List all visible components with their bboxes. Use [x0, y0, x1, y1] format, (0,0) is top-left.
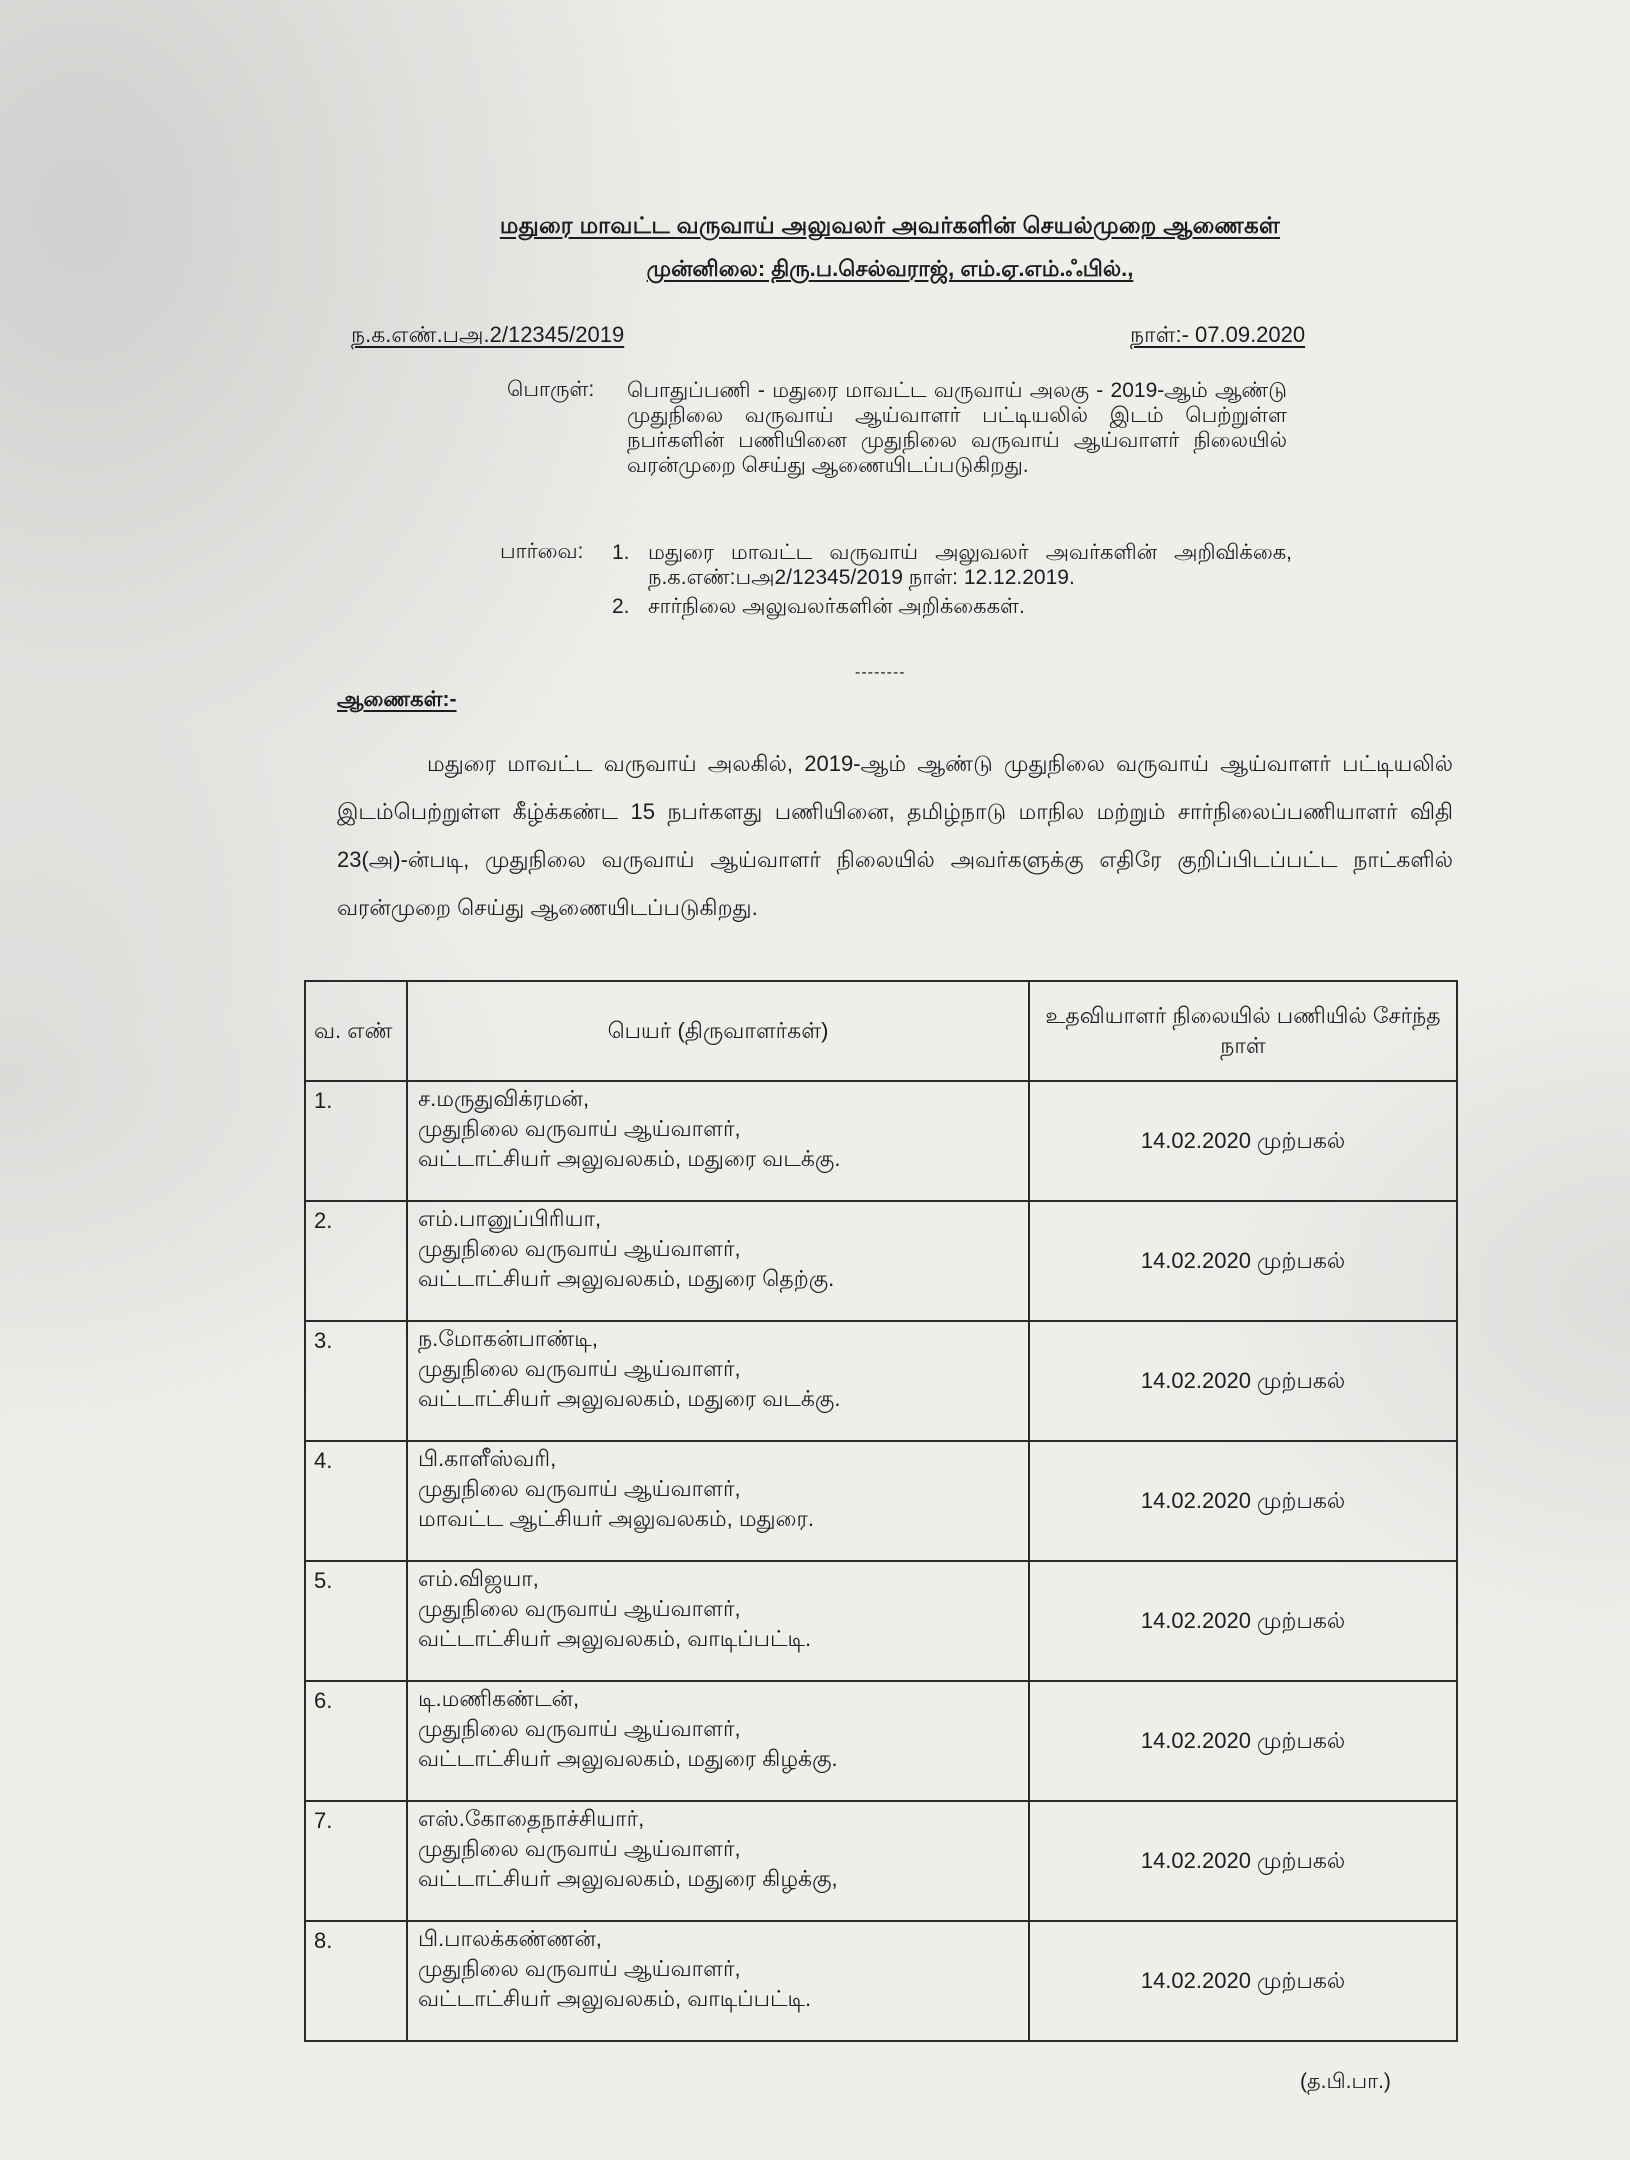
presence-line: முன்னிலை: திரு.ப.செல்வராஜ், எம்.ஏ.எம்.ஃபில்., — [646, 256, 1134, 281]
reference-number: 2. — [612, 595, 630, 618]
reference-number: ந.க.எண்.பஅ.2/12345/2019 — [351, 322, 625, 347]
subject-text: பொதுப்பணி - மதுரை மாவட்ட வருவாய் அலகு - 2019-ஆம் ஆண்டு முதுநிலை வருவாய் ஆய்வாளர் பட்டியலில் இடம் பெற்றுள்ள நபர்களின் பணியினை முதுநிலை வருவாய் ஆய்வாளர் நிலையில் வரன்முறை செய்து ஆணையிடப்படுகிறது. — [627, 379, 1287, 477]
reference-text: சார்நிலை அலுவலர்களின் அறிக்கைகள். — [648, 595, 1025, 618]
person-name: எம்.பானுப்பிரியா, — [418, 1206, 602, 1231]
serial-number: 8. — [305, 1921, 407, 2041]
join-date: 14.02.2020 முற்பகல் — [1029, 1921, 1457, 2041]
person-cell — [407, 1441, 1029, 1561]
table-row — [305, 1441, 1457, 1561]
join-date: 14.02.2020 முற்பகல் — [1029, 1681, 1457, 1801]
subject-label: பொருள்: — [507, 378, 595, 401]
separator: -------- — [855, 664, 906, 681]
person-name: பி.பாலக்கண்ணன், — [418, 1926, 602, 1951]
person-office: மாவட்ட ஆட்சியர் அலுவலகம், மதுரை. — [418, 1506, 814, 1531]
person-designation: முதுநிலை வருவாய் ஆய்வாளர், — [418, 1356, 741, 1381]
person-cell — [407, 1321, 1029, 1441]
person-designation: முதுநிலை வருவாய் ஆய்வாளர், — [418, 1236, 741, 1261]
reference-number: 1. — [612, 541, 630, 564]
table-row — [305, 1561, 1457, 1681]
serial-number: 1. — [305, 1081, 407, 1201]
reference-text: மதுரை மாவட்ட வருவாய் அலுவலர் அவர்களின் அறிவிக்கை, ந.க.எண்:பஅ2/12345/2019 நாள்: 12.12.2019. — [648, 541, 1292, 589]
person-office: வட்டாட்சியர் அலுவலகம், வாடிப்பட்டி. — [418, 1626, 812, 1651]
person-office: வட்டாட்சியர் அலுவலகம், மதுரை வடக்கு. — [418, 1386, 841, 1411]
please-turn-over: (த.பி.பா.) — [1300, 2070, 1391, 2093]
person-name: டி.மணிகண்டன், — [418, 1686, 580, 1711]
person-name: ந.மோகன்பாண்டி, — [418, 1326, 598, 1351]
serial-number: 2. — [305, 1201, 407, 1321]
appointments-table — [304, 980, 1458, 2042]
join-date: 14.02.2020 முற்பகல் — [1029, 1441, 1457, 1561]
serial-number: 4. — [305, 1441, 407, 1561]
person-cell — [407, 1921, 1029, 2041]
person-designation: முதுநிலை வருவாய் ஆய்வாளர், — [418, 1836, 741, 1861]
person-cell — [407, 1801, 1029, 1921]
table-row — [305, 1321, 1457, 1441]
serial-number: 7. — [305, 1801, 407, 1921]
table-row — [305, 1201, 1457, 1321]
table-row — [305, 1801, 1457, 1921]
join-date: 14.02.2020 முற்பகல் — [1029, 1801, 1457, 1921]
orders-heading: ஆணைகள்:- — [337, 688, 457, 711]
person-cell — [407, 1081, 1029, 1201]
person-office: வட்டாட்சியர் அலுவலகம், மதுரை தெற்கு. — [418, 1266, 835, 1291]
person-name: ச.மருதுவிக்ரமன், — [418, 1086, 590, 1111]
person-office: வட்டாட்சியர் அலுவலகம், வாடிப்பட்டி. — [418, 1986, 812, 2011]
person-office: வட்டாட்சியர் அலுவலகம், மதுரை கிழக்கு, — [418, 1866, 838, 1891]
person-office: வட்டாட்சியர் அலுவலகம், மதுரை கிழக்கு. — [418, 1746, 838, 1771]
serial-number: 3. — [305, 1321, 407, 1441]
person-designation: முதுநிலை வருவாய் ஆய்வாளர், — [418, 1476, 741, 1501]
table-row — [305, 1681, 1457, 1801]
join-date: 14.02.2020 முற்பகல் — [1029, 1321, 1457, 1441]
header-join-date: உதவியாளர் நிலையில் பணியில் சேர்ந்த நாள் — [1029, 981, 1457, 1081]
references-label: பார்வை: — [500, 540, 584, 563]
join-date: 14.02.2020 முற்பகல் — [1029, 1081, 1457, 1201]
person-name: எம்.விஜயா, — [418, 1566, 539, 1591]
table-header-row — [305, 981, 1457, 1081]
join-date: 14.02.2020 முற்பகல் — [1029, 1561, 1457, 1681]
person-cell — [407, 1681, 1029, 1801]
person-name: பி.காளீஸ்வரி, — [418, 1446, 557, 1471]
reference-item — [612, 594, 1292, 619]
person-cell — [407, 1561, 1029, 1681]
person-name: எஸ்.கோதைநாச்சியார், — [418, 1806, 645, 1831]
join-date: 14.02.2020 முற்பகல் — [1029, 1201, 1457, 1321]
person-designation: முதுநிலை வருவாய் ஆய்வாளர், — [418, 1716, 741, 1741]
person-designation: முதுநிலை வருவாய் ஆய்வாளர், — [418, 1596, 741, 1621]
table-row — [305, 1921, 1457, 2041]
person-designation: முதுநிலை வருவாய் ஆய்வாளர், — [418, 1956, 741, 1981]
order-date: நாள்:- 07.09.2020 — [1130, 322, 1306, 347]
person-cell — [407, 1201, 1029, 1321]
person-designation: முதுநிலை வருவாய் ஆய்வாளர், — [418, 1116, 741, 1141]
references-list — [612, 540, 1292, 623]
header-name: பெயர் (திருவாளர்கள்) — [407, 981, 1029, 1081]
person-office: வட்டாட்சியர் அலுவலகம், மதுரை வடக்கு. — [418, 1146, 841, 1171]
table-row — [305, 1081, 1457, 1201]
document-title: மதுரை மாவட்ட வருவாய் அலுவலர் அவர்களின் செயல்முறை ஆணைகள் — [499, 212, 1281, 238]
serial-number: 5. — [305, 1561, 407, 1681]
header-serial: வ. எண் — [305, 981, 407, 1081]
serial-number: 6. — [305, 1681, 407, 1801]
reference-item — [612, 540, 1292, 590]
orders-paragraph: மதுரை மாவட்ட வருவாய் அலகில், 2019-ஆம் ஆண்டு முதுநிலை வருவாய் ஆய்வாளர் பட்டியலில் இடம்பெற்றுள்ள கீழ்க்கண்ட 15 நபர்களது பணியினை, தமிழ்நாடு மாநில மற்றும் சார்நிலைப்பணியாளர் விதி 23(அ)-ன்படி, முதுநிலை வருவாய் ஆய்வாளர் நிலையில் அவர்களுக்கு எதிரே குறிப்பிடப்பட்ட நாட்களில் வரன்முறை செய்து ஆணையிடப்படுகிறது. — [337, 751, 1453, 920]
